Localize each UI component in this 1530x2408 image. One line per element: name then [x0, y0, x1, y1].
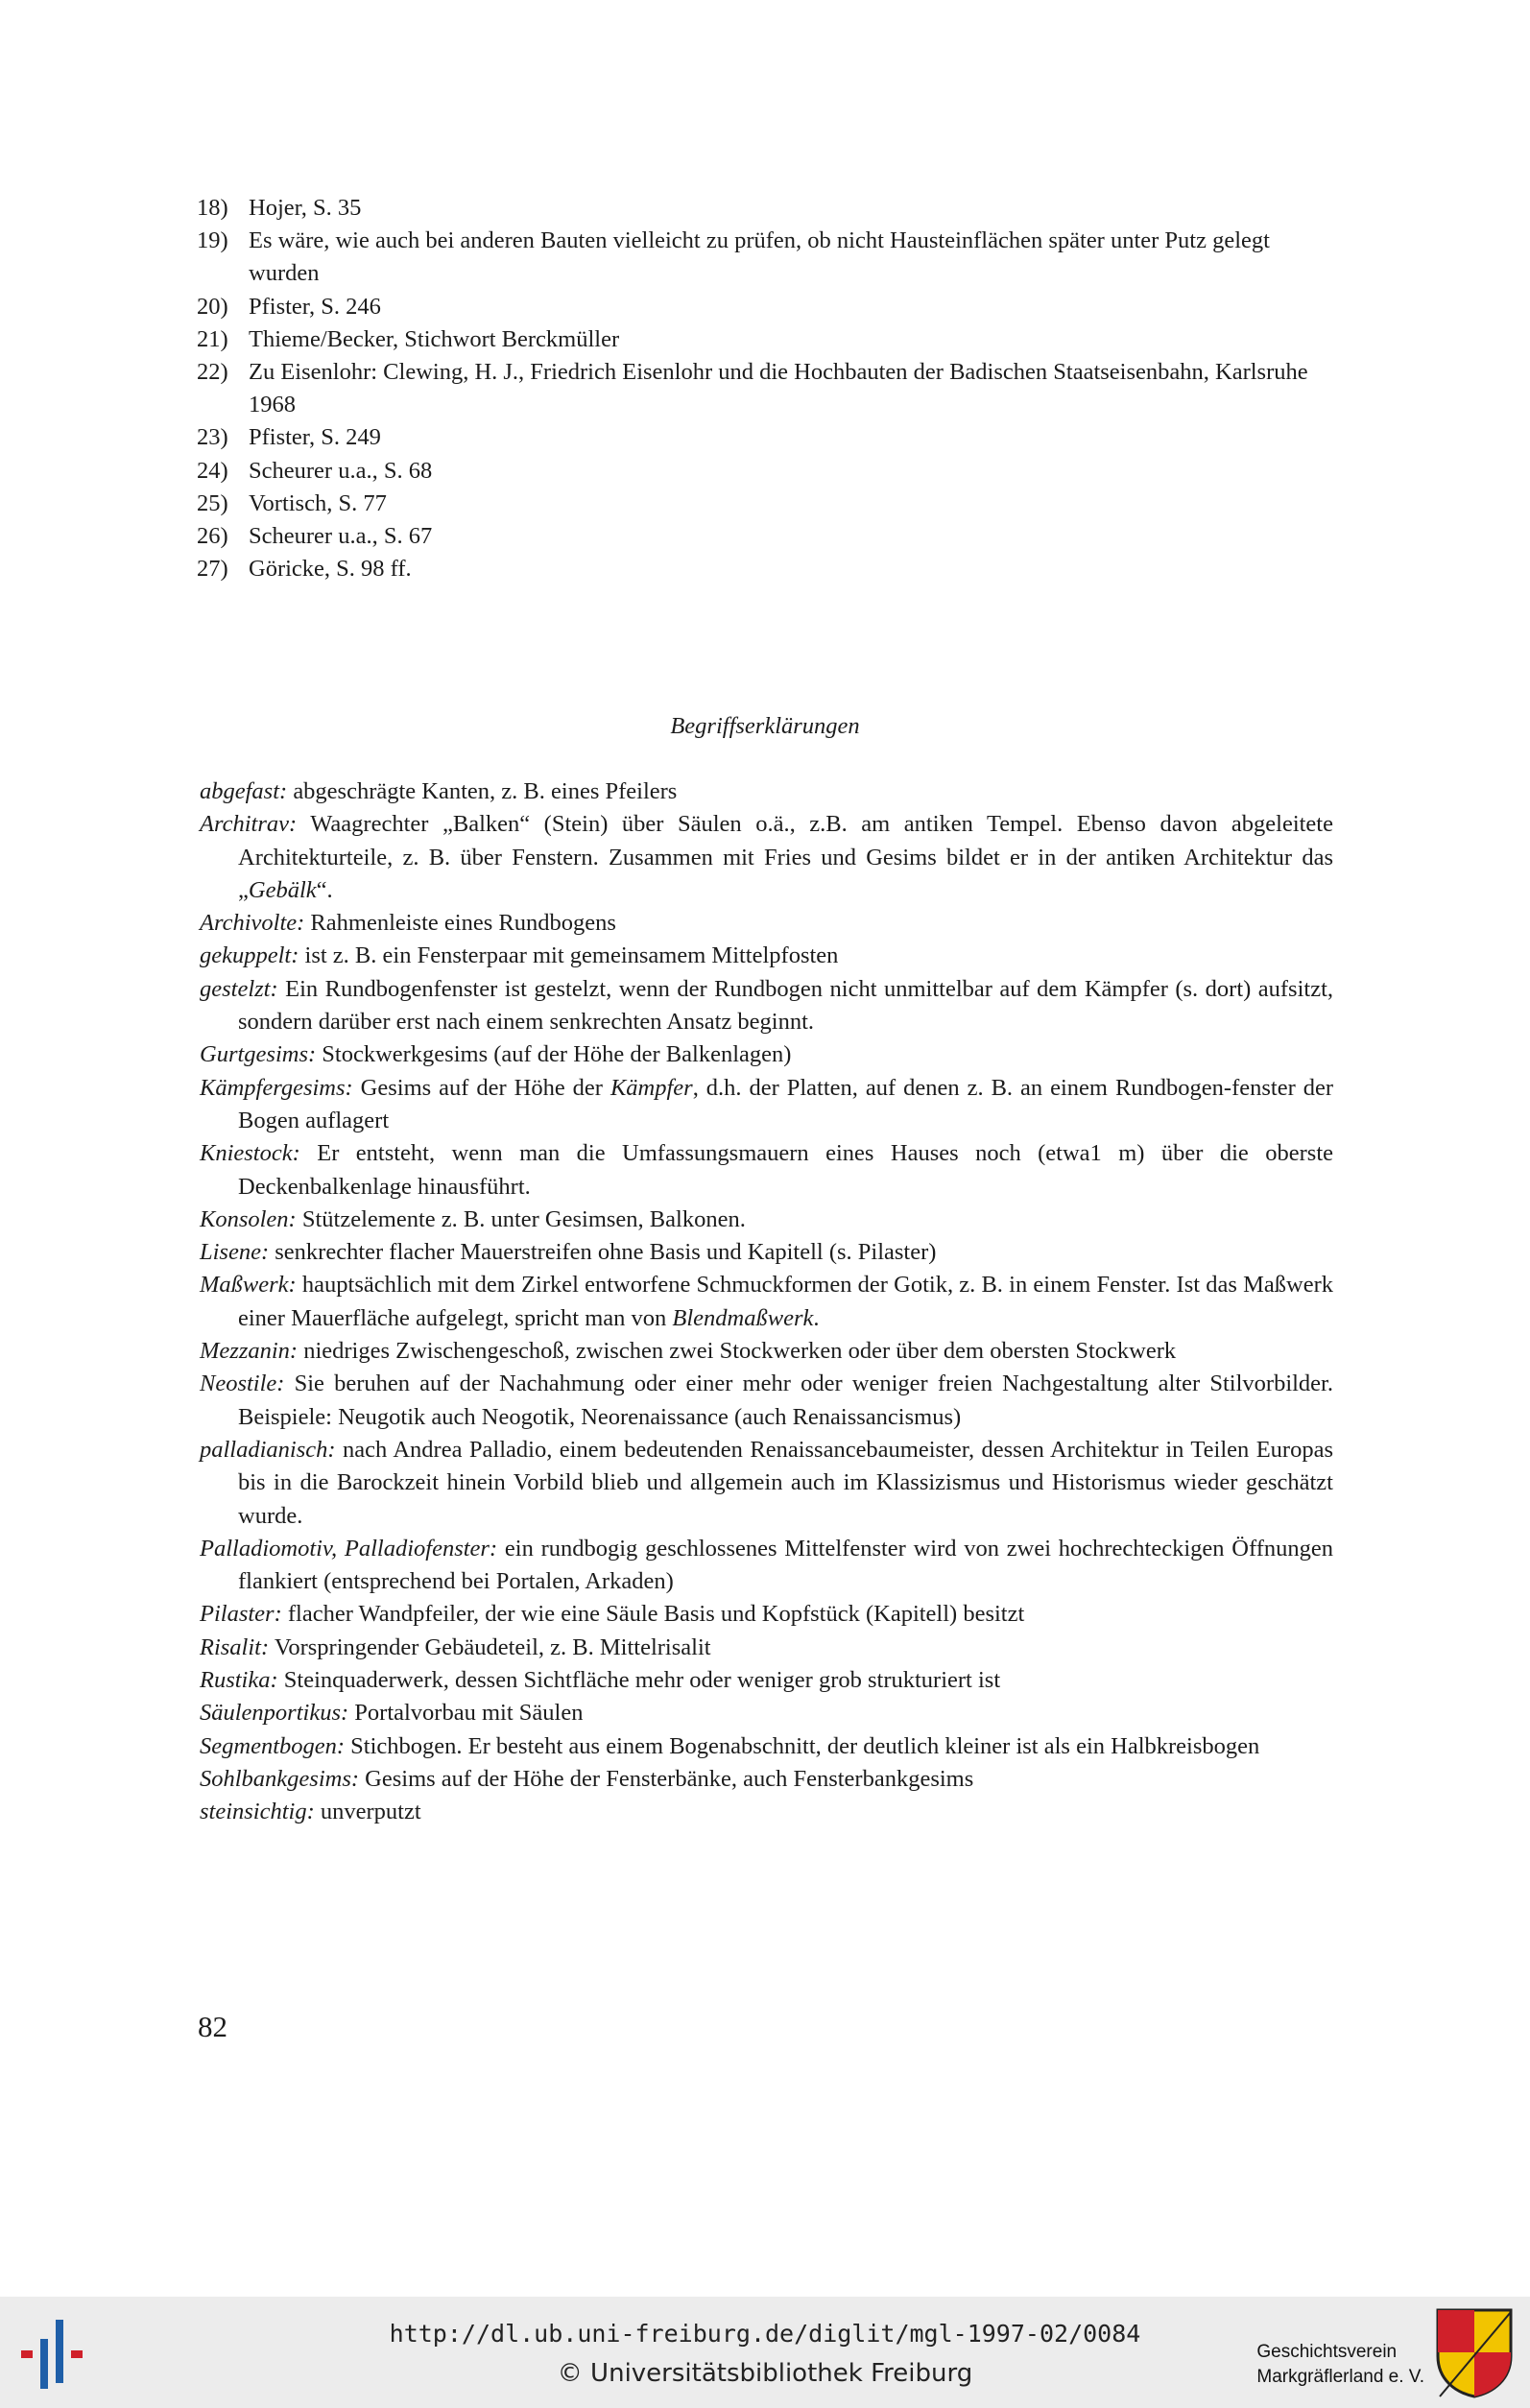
- viewer-footer: [0, 2297, 1530, 2408]
- glossary-term: steinsichtig:: [200, 1799, 315, 1825]
- glossary-entry: [200, 1368, 1333, 1434]
- society-name-line2: Markgräflerland e. V.: [1256, 2367, 1424, 2387]
- glossary-term: gekuppelt:: [200, 942, 299, 969]
- glossary-entry: [200, 907, 1333, 940]
- page-number: 82: [198, 2010, 227, 2043]
- footnote: [197, 356, 1333, 421]
- glossary-definition: Steinquaderwerk, dessen Sichtfläche mehr oder weniger grob strukturiert ist: [277, 1667, 1001, 1694]
- glossary-entry: [200, 1763, 1333, 1796]
- glossary-entry: [200, 1598, 1333, 1631]
- glossary-title: Begriffserklärungen: [670, 713, 860, 739]
- glossary-term: abgefast:: [200, 778, 288, 804]
- footnote-number: 19): [197, 227, 228, 254]
- glossary-term: Segmentbogen:: [200, 1732, 346, 1759]
- footnote-number: 20): [197, 293, 228, 320]
- society-name: [1256, 2340, 1424, 2390]
- footnote-text: Thieme/Becker, Stichwort Berckmüller: [249, 325, 620, 352]
- glossary: [200, 775, 1333, 1829]
- glossary-definition: niedriges Zwischengeschoß, zwischen zwei Stockwerken oder über dem obersten Stockwerk: [298, 1338, 1177, 1365]
- glossary-entry: [200, 1697, 1333, 1729]
- footnote: [197, 225, 1333, 290]
- glossary-definition: Portalvorbau mit Säulen: [348, 1700, 584, 1727]
- society-name-line1: Geschichtsverein: [1256, 2342, 1398, 2362]
- footnote-text: Hojer, S. 35: [249, 195, 362, 221]
- glossary-entry: [200, 1137, 1333, 1204]
- glossary-entry: [200, 940, 1333, 972]
- glossary-term: palladianisch:: [200, 1436, 336, 1463]
- glossary-definition: Waagrechter „Balken“ (Stein) über Säulen o.ä., z.B. am antiken Tempel. Ebenso davon abgeleitete Architekturteile, z. B. über Fenstern. Zusammen mit Fries und Gesims bildet er in der antiken Architektur das „: [238, 811, 1333, 903]
- glossary-term: Sohlbankgesims:: [200, 1765, 360, 1792]
- glossary-definition: nach Andrea Palladio, einem bedeutenden Renaissancebaumeister, dessen Architektur in Teilen Europas bis in die Barockzeit hinein Vorbild blieb und allgemein auch im Klassizismus und Historismus wieder geschätzt wurde.: [238, 1436, 1333, 1529]
- footnote: [197, 192, 1333, 225]
- glossary-entry: [200, 1038, 1333, 1071]
- glossary-definition: hauptsächlich mit dem Zirkel entworfene Schmuckformen der Gotik, z. B. in einem Fenster. Ist das Maßwerk einer Mauerfläche aufgelegt, spricht man von: [238, 1272, 1333, 1331]
- glossary-entry: [200, 1204, 1333, 1236]
- glossary-definition: Er entsteht, wenn man die Umfassungsmauern eines Hauses noch (etwa1 m) über die oberste Deckenbalkenlage hinausführt.: [238, 1140, 1333, 1200]
- glossary-definition: Rahmenleiste eines Rundbogens: [304, 910, 616, 937]
- glossary-definition: Gesims auf der Höhe der Fensterbänke, auch Fensterbankgesims: [359, 1765, 974, 1792]
- glossary-definition-tail: “.: [316, 876, 333, 903]
- footnote: [197, 520, 1333, 553]
- coat-of-arms-icon: [1434, 2306, 1515, 2398]
- glossary-term: Gurtgesims:: [200, 1041, 317, 1068]
- footnote-text: Vortisch, S. 77: [249, 489, 387, 516]
- footnote-number: 27): [197, 556, 228, 583]
- glossary-entry: [200, 1632, 1333, 1664]
- footnote-number: 26): [197, 523, 228, 550]
- glossary-term: Palladiomotiv, Palladiofenster:: [200, 1535, 498, 1562]
- glossary-emphasis: Blendmaßwerk: [672, 1304, 814, 1331]
- glossary-term: Archivolte:: [200, 910, 305, 937]
- footnote-text: Pfister, S. 246: [249, 293, 381, 320]
- glossary-definition: Sie beruhen auf der Nachahmung oder einer mehr oder weniger freien Nachgestaltung alter Stilvorbilder. Beispiele: Neugotik auch Neogotik, Neorenaissance (auch Renaissancismus): [238, 1371, 1333, 1430]
- glossary-entry: [200, 1269, 1333, 1335]
- footnote-text: Es wäre, wie auch bei anderen Bauten vielleicht zu prüfen, ob nicht Hausteinflächen später unter Putz gelegt wurden: [249, 227, 1270, 287]
- footnote: [197, 455, 1333, 488]
- footnote-number: 21): [197, 325, 228, 352]
- glossary-definition: Stützelemente z. B. unter Gesimsen, Balkonen.: [296, 1205, 746, 1232]
- glossary-term: Risalit:: [200, 1633, 270, 1660]
- glossary-emphasis: Kämpfer: [610, 1074, 693, 1101]
- footnote-number: 22): [197, 359, 228, 386]
- glossary-definition: unverputzt: [314, 1799, 421, 1825]
- glossary-term: Mezzanin:: [200, 1338, 299, 1365]
- glossary-definition: ein rundbogig geschlossenes Mittelfenster wird von zwei hochrechteckigen Öffnungen flankiert (entsprechend bei Portalen, Arkaden): [238, 1535, 1334, 1595]
- footnote-number: 23): [197, 424, 228, 451]
- glossary-definition: flacher Wandpfeiler, der wie eine Säule Basis und Kopfstück (Kapitell) besitzt: [281, 1601, 1025, 1628]
- glossary-term: Säulenportikus:: [200, 1700, 349, 1727]
- glossary-term: Kämpfergesims:: [200, 1074, 353, 1101]
- glossary-entry: [200, 1236, 1333, 1269]
- footnote: [197, 553, 1333, 585]
- glossary-term: Pilaster:: [200, 1601, 282, 1628]
- footnote-text: Göricke, S. 98 ff.: [249, 556, 412, 583]
- glossary-term: Konsolen:: [200, 1205, 297, 1232]
- glossary-definition-tail: , d.h. der Platten, auf denen z. B. an einem Rundbogen-fenster der Bogen auflagert: [238, 1074, 1333, 1133]
- glossary-definition: Ein Rundbogenfenster ist gestelzt, wenn der Rundbogen nicht unmittelbar auf dem Kämpfer (s. dort) aufsitzt, sondern darüber erst nach einem senkrechten Ansatz beginnt.: [238, 975, 1333, 1036]
- footnote-text: Scheurer u.a., S. 68: [249, 457, 433, 484]
- footnote-number: 18): [197, 195, 228, 221]
- glossary-emphasis: Gebälk: [248, 876, 317, 903]
- copyright-notice: © Universitätsbibliothek Freiburg: [557, 2359, 973, 2388]
- footnote: [197, 421, 1333, 454]
- glossary-entry: [200, 1664, 1333, 1697]
- glossary-term: Lisene:: [200, 1239, 270, 1266]
- glossary-entry: [200, 1072, 1333, 1138]
- glossary-definition: abgeschrägte Kanten, z. B. eines Pfeilers: [287, 778, 678, 804]
- glossary-entry: [200, 1533, 1333, 1599]
- glossary-definition-tail: .: [813, 1304, 820, 1331]
- footnote-number: 24): [197, 457, 228, 484]
- footnote-text: Pfister, S. 249: [249, 424, 381, 451]
- footnote-text: Scheurer u.a., S. 67: [249, 523, 433, 550]
- footnote: [197, 488, 1333, 520]
- glossary-definition: ist z. B. ein Fensterpaar mit gemeinsamem Mittelpfosten: [299, 942, 839, 969]
- glossary-entry: [200, 808, 1333, 907]
- glossary-term: Architrav:: [200, 811, 298, 838]
- footnotes: [197, 192, 1333, 585]
- glossary-term: Kniestock:: [200, 1140, 300, 1167]
- glossary-term: Neostile:: [200, 1371, 285, 1397]
- glossary-entry: [200, 775, 1333, 808]
- glossary-entry: [200, 1335, 1333, 1368]
- glossary-entry: [200, 1434, 1333, 1533]
- glossary-entry: [200, 973, 1333, 1039]
- glossary-definition: Vorspringender Gebäudeteil, z. B. Mittelrisalit: [269, 1633, 711, 1660]
- footnote-text: Zu Eisenlohr: Clewing, H. J., Friedrich Eisenlohr und die Hochbauten der Badischen Staatseisenbahn, Karlsruhe 1968: [249, 359, 1308, 418]
- glossary-definition: Gesims auf der Höhe der: [352, 1074, 610, 1101]
- glossary-definition: Stockwerkgesims (auf der Höhe der Balkenlagen): [316, 1041, 792, 1068]
- glossary-term: Maßwerk:: [200, 1272, 297, 1299]
- footnote: [197, 291, 1333, 323]
- footnote: [197, 323, 1333, 356]
- glossary-term: Rustika:: [200, 1667, 278, 1694]
- permalink-url[interactable]: http://dl.ub.uni-freiburg.de/diglit/mgl-1997-02/0084: [389, 2320, 1141, 2348]
- glossary-term: gestelzt:: [200, 975, 278, 1002]
- glossary-entry: [200, 1796, 1333, 1828]
- glossary-entry: [200, 1730, 1333, 1763]
- glossary-definition: senkrechter flacher Mauerstreifen ohne Basis und Kapitell (s. Pilaster): [269, 1239, 937, 1266]
- footnote-number: 25): [197, 489, 228, 516]
- glossary-definition: Stichbogen. Er besteht aus einem Bogenabschnitt, der deutlich kleiner ist als ein Halbkreisbogen: [345, 1732, 1260, 1759]
